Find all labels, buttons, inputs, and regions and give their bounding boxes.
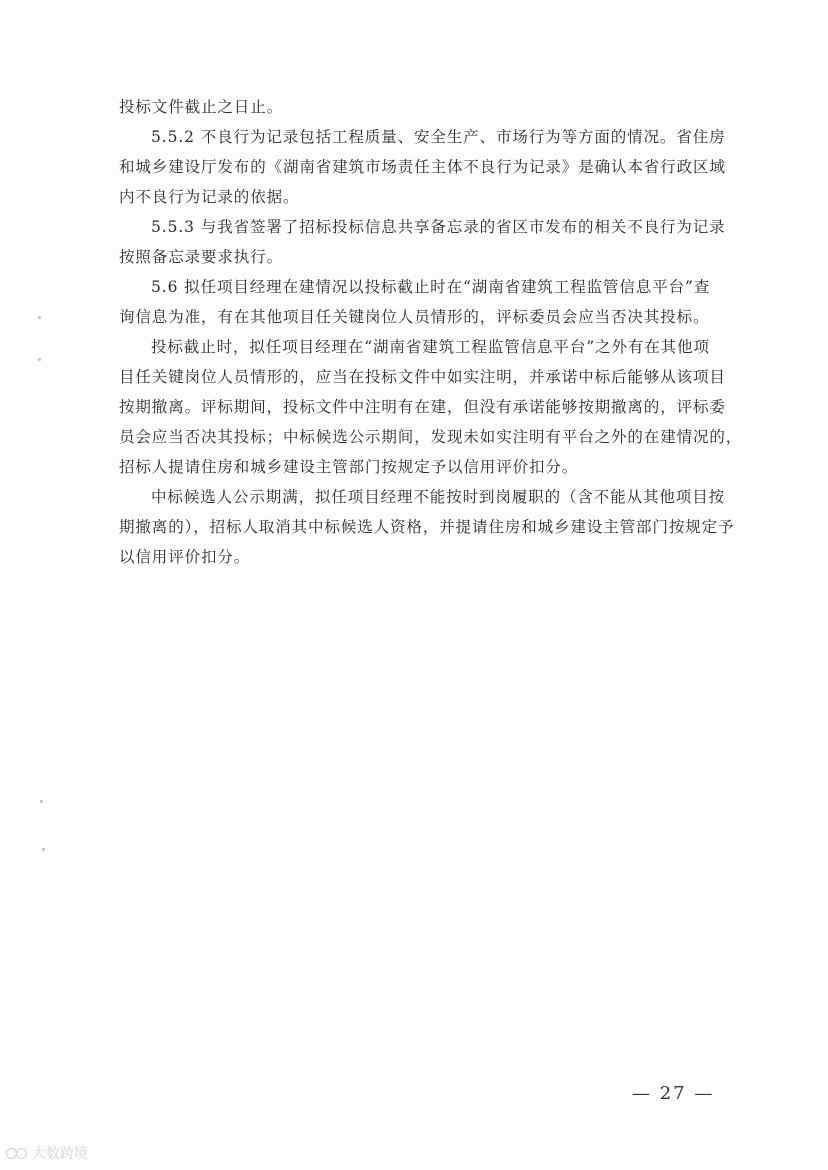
text-line: 询信息为准，有在其他项目任关键岗位人员情形的，评标委员会应当否决其投标。 [119, 308, 710, 326]
text-line: 按期撤离。评标期间，投标文件中注明有在建，但没有承诺能够按期撤离的，评标委 [119, 398, 726, 416]
text-line: 目任关键岗位人员情形的，应当在投标文件中如实注明，并承诺中标后能够从该项目 [119, 368, 726, 386]
scan-artifact-dot [38, 316, 41, 319]
page-number: — 27 — [632, 1083, 715, 1104]
text-line: 5.5.2 不良行为记录包括工程质量、安全生产、市场行为等方面的情况。省住房 [151, 128, 726, 146]
text-line: 招标人提请住房和城乡建设主管部门按规定予以信用评价扣分。 [119, 458, 579, 476]
text-line: 投标截止时，拟任项目经理在“湖南省建筑工程监管信息平台”之外有在其他项 [151, 338, 710, 356]
watermark [6, 1143, 88, 1163]
watermark-text: 大数跨境 [32, 1146, 88, 1162]
text-line: 投标文件截止之日止。 [119, 98, 284, 116]
document-body [119, 92, 743, 572]
text-line: 内不良行为记录的依据。 [119, 188, 300, 206]
text-line: 员会应当否决其投标；中标候选公示期间，发现未如实注明有平台之外的在建情况的， [119, 428, 743, 446]
scan-artifact-dot [40, 800, 43, 803]
scan-artifact-dot [42, 848, 45, 851]
text-line: 按照备忘录要求执行。 [119, 248, 284, 266]
scan-artifact-dot [38, 358, 41, 361]
text-line: 期撤离的），招标人取消其中标候选人资格，并提请住房和城乡建设主管部门按规定予 [119, 518, 735, 536]
binoculars-logo-icon [6, 1146, 28, 1160]
text-line: 5.5.3 与我省签署了招标投标信息共享备忘录的省区市发布的相关不良行为记录 [151, 218, 726, 236]
text-line: 中标候选人公示期满，拟任项目经理不能按时到岗履职的（含不能从其他项目按 [151, 488, 726, 506]
text-line: 5.6 拟任项目经理在建情况以投标截止时在“湖南省建筑工程监管信息平台”查 [151, 278, 711, 296]
text-line: 和城乡建设厅发布的《湖南省建筑市场责任主体不良行为记录》是确认本省行政区域 [119, 158, 726, 176]
text-line: 以信用评价扣分。 [119, 548, 251, 566]
